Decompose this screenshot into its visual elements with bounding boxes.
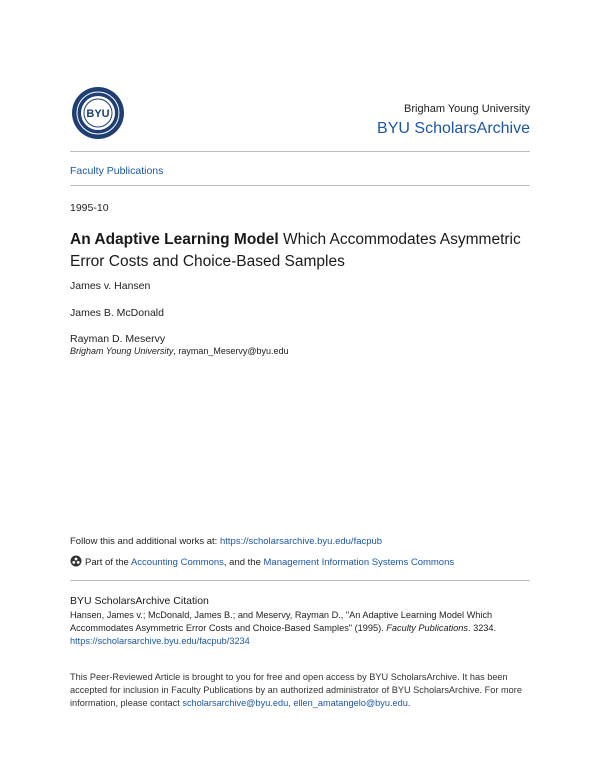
divider (70, 580, 530, 581)
notice-line3-prefix: information, please contact (70, 698, 183, 708)
notice-line1: This Peer-Reviewed Article is brought to you for free and open access by BYU ScholarsArchive. It has been (70, 672, 508, 682)
article-title (70, 229, 540, 273)
notice-line3 (70, 697, 540, 710)
citation-line2 (70, 622, 540, 635)
citation-journal: Faculty Publications (386, 623, 468, 633)
citation-heading: BYU ScholarsArchive Citation (70, 595, 209, 607)
citation-line2-suffix: . 3234. (467, 623, 497, 633)
partof-prefix: Part of the (85, 557, 131, 568)
byu-logo (71, 86, 125, 140)
author-3-affiliation (70, 346, 289, 356)
notice-line2: accepted for inclusion in Faculty Publications by an authorized administrator of BYU ScholarsArchive. For more (70, 685, 522, 695)
author-email: , rayman_Meservy@byu.edu (173, 346, 289, 356)
archive-name[interactable]: BYU ScholarsArchive (377, 120, 530, 137)
author-2: James B. McDonald (70, 307, 164, 319)
contact-email-link[interactable]: scholarsarchive@byu.edu, ellen_amatangelo@byu.edu (182, 698, 408, 708)
divider (70, 185, 530, 186)
title-line2: Error Costs and Choice-Based Samples (70, 253, 345, 270)
citation-url[interactable]: https://scholarsarchive.byu.edu/facpub/3234 (70, 636, 250, 646)
collection-link[interactable]: Faculty Publications (70, 165, 164, 177)
title-line1-rest: Which Accommodates Asymmetric (278, 231, 521, 248)
citation-line1: Hansen, James v.; McDonald, James B.; and Meservy, Rayman D., "An Adaptive Learning Model Which (70, 610, 493, 620)
university-name: Brigham Young University (404, 103, 530, 115)
author-3: Rayman D. Meservy (70, 333, 166, 345)
follow-line (70, 536, 382, 547)
share-icon (70, 555, 82, 570)
affiliation: Brigham Young University (70, 346, 174, 356)
title-bold: An Adaptive Learning Model (70, 231, 279, 248)
author-1: James v. Hansen (70, 280, 151, 292)
citation-body (70, 609, 540, 648)
follow-prefix: Follow this and additional works at: (70, 536, 220, 547)
citation-line2-prefix: Accommodates Asymmetric Error Costs and Choice-Based Samples" (1995). (70, 623, 387, 633)
publication-date: 1995-10 (70, 202, 109, 214)
accounting-commons-link[interactable]: Accounting Commons (130, 557, 224, 568)
logo-text: BYU (86, 108, 110, 120)
partof-middle: , and the (223, 557, 264, 568)
access-notice (70, 671, 540, 710)
notice-line3-suffix: . (407, 698, 411, 708)
mis-commons-link[interactable]: Management Information Systems Commons (263, 557, 455, 568)
facpub-link[interactable]: https://scholarsarchive.byu.edu/facpub (219, 536, 383, 547)
divider (70, 151, 530, 152)
partof-line (70, 555, 454, 570)
